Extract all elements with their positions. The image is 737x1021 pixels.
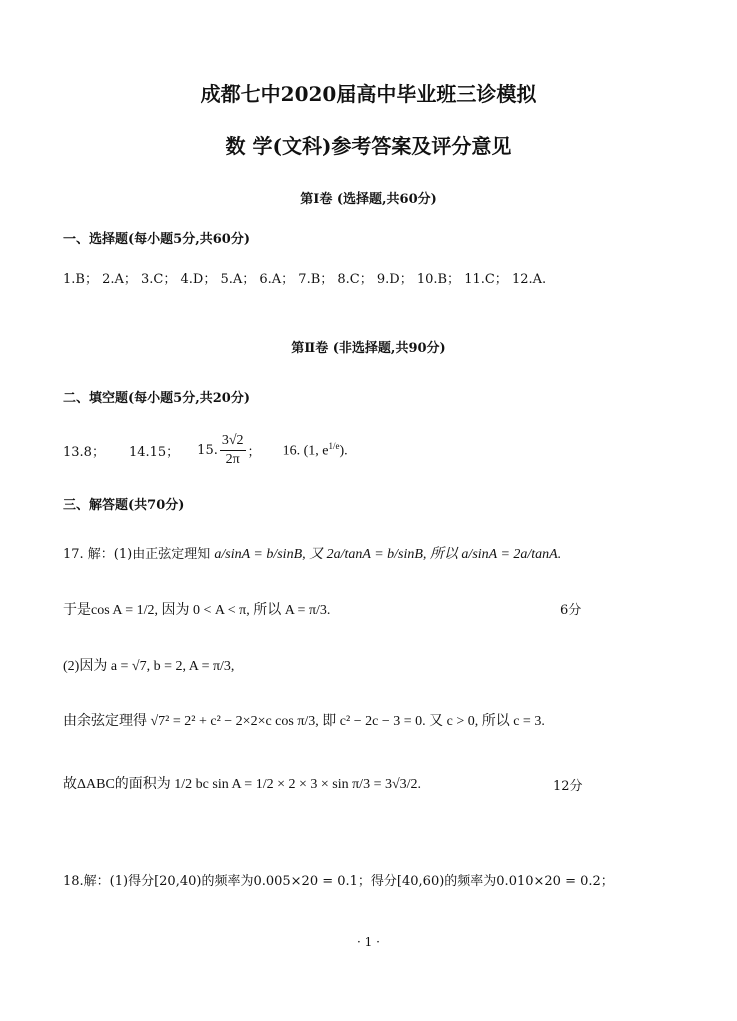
choice-answers: 1.B； 2.A； 3.C； 4.D； 5.A； 6.A； 7.B； 8.C； 9.D； 10.B； 11.C； 12.A.	[63, 272, 547, 287]
section3-heading: 三、解答题(共70分)	[63, 498, 185, 513]
q17-line4: 由余弦定理得 √7² = 2² + c² − 2×2×c cos π/3, 即 c² − 2c − 3 = 0. 又 c > 0, 所以 c = 3.	[63, 714, 545, 729]
fill-answers	[63, 427, 348, 473]
answer-15-denominator: 2π	[225, 451, 240, 467]
q18-line1: 18.解：(1)得分[20,40)的频率为0.005×20 = 0.1；得分[40,60)的频率为0.010×20 = 0.2；	[63, 874, 614, 889]
q17-line1	[63, 543, 561, 563]
q17-line1-text: 17. 解：(1)由正弦定理知	[63, 547, 211, 562]
answer-16-end: ).	[339, 443, 348, 459]
q17-line1-formula: a/sinA = b/sinB, 又 2a/tanA = b/sinB, 所以 a/sinA = 2a/tanA.	[214, 547, 562, 562]
section1-heading: 一、选择题(每小题5分,共60分)	[63, 232, 250, 247]
answer-13: 13.8；	[63, 444, 105, 460]
q17-score-6: 6分	[560, 603, 582, 618]
q17-score-12: 12分	[553, 779, 583, 794]
answer-16	[283, 441, 348, 460]
section2-heading: 二、填空题(每小题5分,共20分)	[63, 391, 250, 406]
part2-heading: 第Ⅱ卷 (非选择题,共90分)	[291, 341, 446, 356]
part1-heading: 第Ⅰ卷 (选择题,共60分)	[300, 192, 437, 207]
answer-16-base: 16. (1, e	[282, 443, 329, 459]
answer-14: 14.15；	[128, 444, 180, 460]
q17-line3: (2)因为 a = √7, b = 2, A = π/3,	[63, 659, 235, 674]
answer-15-fraction	[220, 434, 246, 467]
page-number: · 1 ·	[357, 935, 380, 949]
answer-15-sep: ；	[247, 444, 261, 460]
document-subtitle: 数 学(文科)参考答案及评分意见	[225, 134, 512, 158]
answer-16-exponent: 1/e	[328, 440, 340, 451]
q17-line2: 于是cos A = 1/2, 因为 0 < A < π, 所以 A = π/3.	[63, 603, 331, 618]
document-title: 成都七中2020届高中毕业班三诊模拟	[200, 82, 537, 106]
q17-line5: 故ΔABC的面积为 1/2 bc sin A = 1/2 × 2 × 3 × sin π/3 = 3√3/2.	[63, 777, 422, 792]
answer-15-prefix: 15.	[197, 442, 218, 458]
answer-15-numerator: 3√2	[220, 434, 246, 451]
